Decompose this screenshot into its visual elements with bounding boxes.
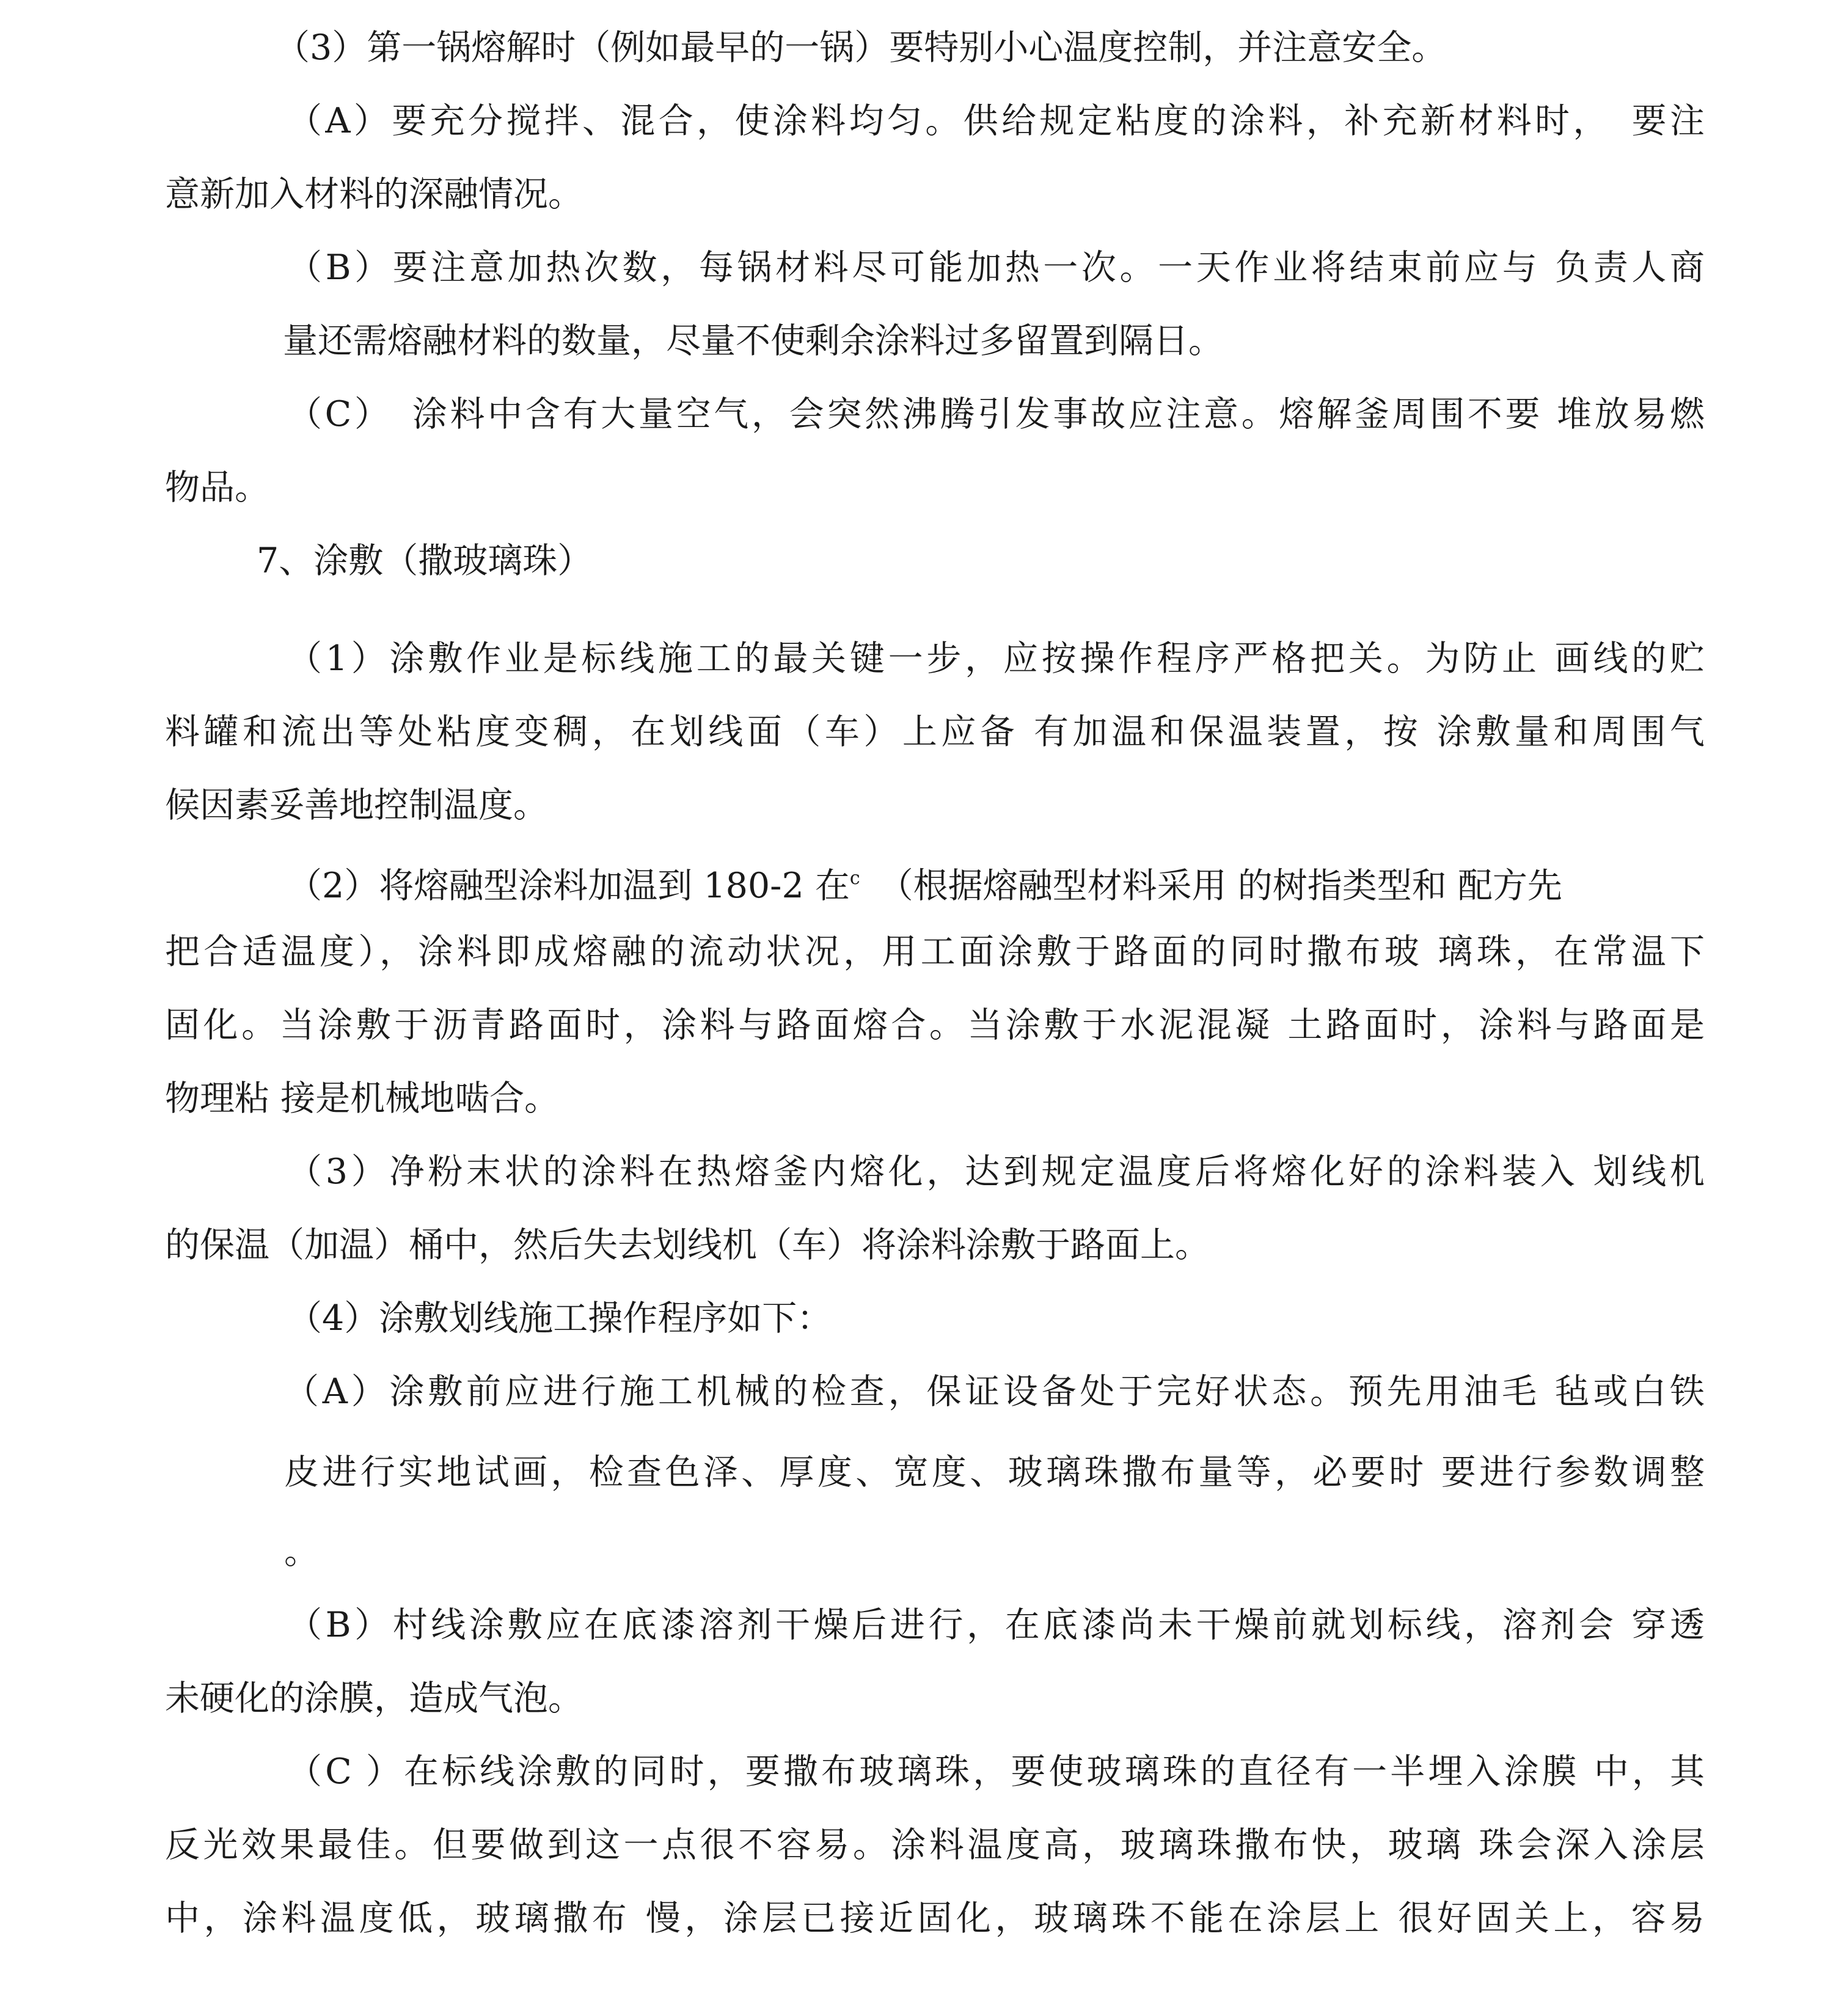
- paragraph-line: 未硬化的涂膜，造成气泡。: [165, 1678, 583, 1718]
- paragraph-line: （1）涂敷作业是标线施工的最关键一步，应按操作程序严格把关。为防止 画线的贮: [287, 638, 1705, 679]
- paragraph-line: 把合适温度），涂料即成熔融的流动状况，用工面涂敷于路面的同时撒布玻 璃珠，在常温下: [165, 932, 1705, 972]
- line-segment: （根据熔融型材料采用 的树指类型和 配方先: [878, 866, 1562, 903]
- paragraph-line: （B）要注意加热次数，每锅材料尽可能加热一次。一天作业将结束前应与 负责人商: [287, 247, 1705, 288]
- paragraph-line: （3）第一锅熔解时（例如最早的一锅）要特别小心温度控制，并注意安全。: [275, 27, 1447, 68]
- paragraph-line: （3）净粉末状的涂料在热熔釜内熔化，达到规定温度后将熔化好的涂料装入 划线机: [287, 1152, 1705, 1192]
- paragraph-line: （C ）在标线涂敷的同时，要撒布玻璃珠，要使玻璃珠的直径有一半埋入涂膜 中，其: [287, 1751, 1705, 1792]
- paragraph-line: [287, 854, 1705, 903]
- paragraph-line: 。: [284, 1532, 319, 1572]
- paragraph-line: （A）涂敷前应进行施工机械的检查，保证设备处于完好状态。预先用油毛 毡或白铁: [284, 1371, 1705, 1412]
- paragraph-line: （C） 涂料中含有大量空气，会突然沸腾引发事故应注意。熔解釜周围不要 堆放易燃: [287, 394, 1705, 434]
- superscript-mark: c: [849, 867, 860, 889]
- paragraph-line: （A）要充分搅拌、混合，使涂料均匀。供给规定粘度的涂料，补充新材料时， 要注: [287, 101, 1705, 141]
- paragraph-line: 皮进行实地试画，检查色泽、厚度、宽度、玻璃珠撒布量等，必要时 要进行参数调整: [284, 1452, 1705, 1492]
- paragraph-line: 固化。当涂敷于沥青路面时，涂料与路面熔合。当涂敷于水泥混凝 土路面时，涂料与路面是: [165, 1005, 1705, 1045]
- paragraph-line: （B）村线涂敷应在底漆溶剂干燥后进行，在底漆尚未干燥前就划标线，溶剂会 穿透: [287, 1605, 1705, 1645]
- section-heading: 7、涂敷（撒玻璃珠）: [257, 541, 593, 581]
- paragraph-line: 物品。: [165, 467, 269, 508]
- paragraph-line: 物理粘 接是机械地啮合。: [165, 1078, 560, 1119]
- paragraph-line: 候因素妥善地控制温度。: [165, 785, 548, 825]
- paragraph-line: （4）涂敷划线施工操作程序如下：: [287, 1298, 832, 1339]
- paragraph-line: 中，涂料温度低，玻璃撒布 慢，涂层已接近固化，玻璃珠不能在涂层上 很好固关上，容易: [165, 1898, 1705, 1938]
- paragraph-line: 的保温（加温）桶中，然后失去划线机（车）将涂料涂敷于路面上。: [165, 1225, 1210, 1265]
- paragraph-line: 意新加入材料的深融情况。: [165, 174, 583, 214]
- paragraph-line: 反光效果最佳。但要做到这一点很不容易。涂料温度高，玻璃珠撒布快，玻璃 珠会深入涂层: [165, 1825, 1705, 1865]
- line-segment: （2）将熔融型涂料加温到 180-2 在: [287, 866, 850, 903]
- paragraph-line: 料罐和流出等处粘度变稠，在划线面（车）上应备 有加温和保温装置，按 涂敷量和周围气: [165, 712, 1705, 752]
- paragraph-line: 量还需熔融材料的数量，尽量不使剩余涂料过多留置到隔日。: [283, 321, 1223, 361]
